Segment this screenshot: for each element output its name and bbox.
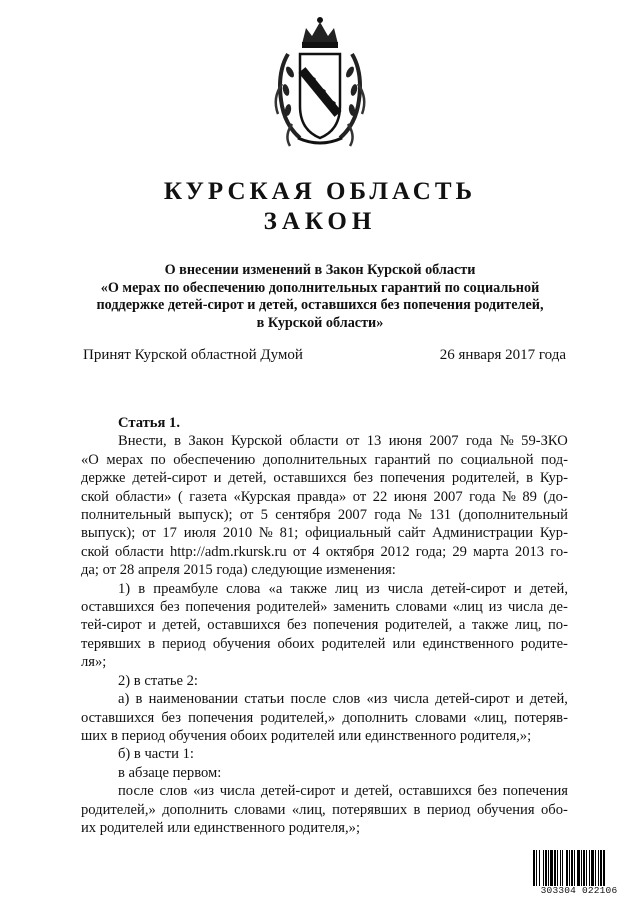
- article-line: оставшихся без попечения родителей,» дополнить словами «лиц, потеряв-: [81, 709, 568, 726]
- article-line: ской области http://adm.rkursk.ru от 4 октября 2012 года; 29 марта 2013 го-: [81, 543, 568, 560]
- article-line: выпуск); от 17 июля 2010 № 81; официальный сайт Администрации Кур-: [81, 525, 568, 542]
- heading-line: в Курской области»: [256, 314, 384, 331]
- article-line: Внести, в Закон Курской области от 13 июня 2007 года № 59-ЗКО: [118, 433, 568, 450]
- article-body: [81, 414, 568, 837]
- article-line: полнительный выпуск); от 5 сентября 2007 года № 131 (дополнительный: [81, 507, 568, 524]
- article-line: ской области» ( газета «Курская правда» от 22 июня 2007 года № 89 (до-: [81, 488, 568, 505]
- region-title: КУРСКАЯ ОБЛАСТЬ: [163, 178, 477, 205]
- article-line: их родителей или единственного родителя,»;: [81, 819, 360, 836]
- adoption-date: 26 января 2017 года: [439, 347, 566, 363]
- article-line: б) в части 1:: [118, 746, 194, 763]
- article-line: терявших в период обучения обоих родителей или единственного родите-: [81, 635, 568, 652]
- article-line: а) в наименовании статьи после слов «из числа детей-сирот и детей,: [118, 691, 568, 708]
- barcode-number: 303304 022106: [540, 885, 618, 896]
- law-heading: [60, 262, 580, 332]
- barcode-bars: [533, 850, 625, 886]
- article-line: 2) в статье 2:: [118, 672, 198, 689]
- article-line: оставшихся без попечения родителей» заменить словами «лиц из числа де-: [81, 599, 568, 616]
- document-type-title: ЗАКОН: [263, 208, 377, 235]
- heading-line: поддержке детей-сирот и детей, оставшихся без попечения родителей,: [96, 297, 544, 313]
- article-title: Статья 1.: [118, 415, 180, 431]
- article-line: в абзаце первом:: [118, 764, 222, 781]
- article-line: да; от 28 апреля 2015 года) следующие изменения:: [81, 562, 396, 579]
- article-line: «О мерах по обеспечению дополнительных гарантий по социальной под-: [81, 451, 568, 468]
- barcode: [533, 850, 625, 898]
- adopted-by: Принят Курской областной Думой: [83, 347, 303, 363]
- article-line: родителей,» дополнить словами «лиц, потерявших в период обучения обо-: [81, 801, 568, 818]
- article-line: тей-сирот и детей, оставшихся без попечения родителей, а также лиц, по-: [81, 617, 568, 634]
- article-line: ших в период обучения обоих родителей или единственного родителя,»;: [81, 727, 532, 744]
- article-lines: [81, 432, 568, 837]
- coat-of-arms-emblem: [268, 14, 372, 152]
- article-line: 1) в преамбуле слова «а также лиц из числа детей-сирот и детей,: [118, 580, 568, 597]
- article-line: ля»;: [81, 654, 107, 671]
- article-line: после слов «из числа детей-сирот и детей, оставшихся без попечения: [118, 783, 568, 800]
- heading-line: «О мерах по обеспечению дополнительных гарантий по социальной: [100, 279, 540, 296]
- article-line: держке детей-сирот и детей, оставшихся без попечения родителей, в Кур-: [81, 470, 568, 487]
- heading-line: О внесении изменений в Закон Курской области: [164, 262, 476, 278]
